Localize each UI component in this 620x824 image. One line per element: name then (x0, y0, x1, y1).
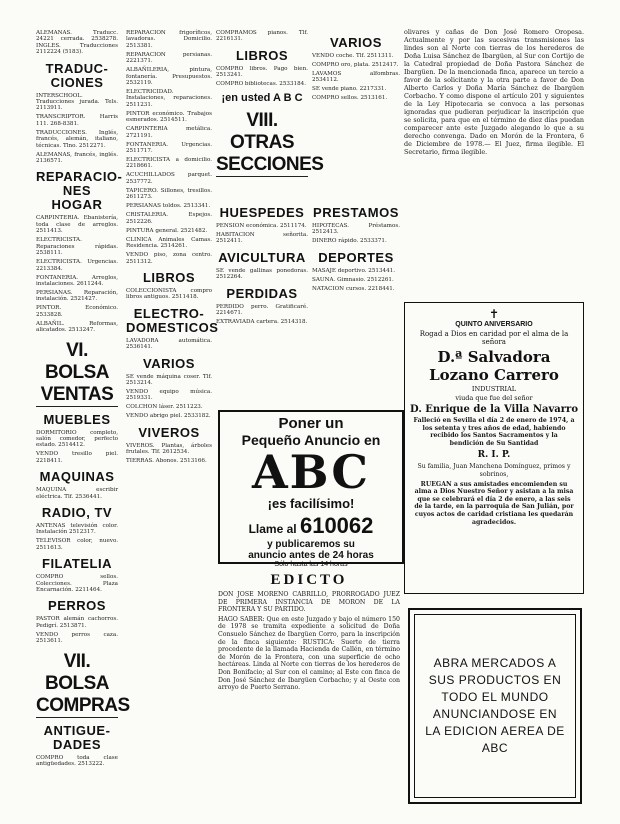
classified-ad: PINTURA general. 2521482. (126, 227, 208, 234)
classified-ad: CARPINTERIA metálica. 2721191. (126, 126, 212, 139)
obituary-request: RUEGAN a sus amistades encomienden su alma a Dios Nuestro Señor y asistan a la misa que se celebrará el día 2 de enero, a las seis de la tarde, en la parroquia de San Julián, por cuyos actos de caridad cristiana les quedarán agradecidos. (414, 480, 574, 526)
varios-section (312, 30, 400, 180)
classified-ad: PERSIANAS. Reparación, instalación. 2521427. (36, 289, 118, 303)
classified-ad: COMPRO sellos. 2513161. (312, 95, 388, 102)
section-heading: PERDIDAS (226, 285, 298, 301)
classified-ad: COMPRO libros. Pago bien. 2513241. (216, 65, 308, 79)
bolsa-heading: VIII. OTRAS SECCIONES (216, 109, 324, 175)
classified-ad: FONTANERIA. Urgencias. 2511717. (126, 141, 212, 155)
classified-ad: FONTANERIA. Arreglos, instalaciones. 2611244. (36, 274, 118, 287)
obituary-widow: viuda que fue del señor (455, 394, 533, 402)
classified-ad: PINTOR. Económico. 2533828. (36, 305, 118, 318)
classified-ad: DORMITORIO completo, salón comedor, perfecto estado. 2514412. (36, 429, 118, 449)
classified-ad: CRISTALERIA. Espejos. 2512226. (126, 212, 212, 225)
classified-ad: COMPRO toda clase antigüedades. 2513222. (36, 754, 118, 768)
classified-ad: TELEVISOR color, nuevo. 2511613. (36, 538, 118, 551)
obituary-note: INDUSTRIAL (471, 385, 517, 393)
classified-ad: TIERRAS. Abonos. 2513166. (126, 458, 207, 465)
obituary-box (404, 302, 584, 594)
classified-ad: TRANSCRIPTOR. Harris 111. 268-8381. (36, 114, 118, 127)
classified-ad: VENDO abrigo piel. 2533182. (126, 413, 211, 420)
classified-ad: ANTENAS televisión color. Instalación 2512317. (36, 522, 118, 536)
classified-ad: ACUCHILLADOS parquet. 2537772. (126, 172, 212, 185)
abc-ad-box (218, 410, 404, 568)
edicto-heading: DON JOSE MORENO CABRILLO, PRORROGADO JUEZ DE PRIMERA INSTANCIA DE MORON DE LA FRONTERA Y SU PARTIDO. (218, 591, 400, 614)
edicto-continuation-text: olivares y cañas de Don José Romero Oropesa. Actualmente y por las sucesivas transmisiones las lindes son al Norte con tierras de los herederos de Doña Luisa Sánchez de Ibargüen, al Sur con Cortijo de la Catedral propiedad de Doña Pastora Sánchez de Ibargüen. De la mencionada finca, aparece un tercio a favor de la solicitante y la otra parte a favor de Don Alberto Carlos y Doña María Sánchez de Ibargüen Corbacho. Y como dispone el artículo 201 y siguientes de la Ley Hipotecaria se convoca a las personas ignoradas que pudieran perjudicar la inscripción que se solicita, para que en el término de diez días puedan comparecer ante este Juzgado alegando lo que a su derecho convenga. Dado en Morón de la Frontera, 6 de Diciembre de 1978.— El Juez, firma ilegible. El Secretario, firma ilegible. (404, 28, 584, 156)
abc-ad-line5: anuncio antes de 24 horas (248, 550, 374, 561)
classified-ad: COLECCIONISTA compro libros antiguos. 2511418. (126, 287, 212, 301)
classified-ad: REPARACION persianas. 2221371. (126, 51, 212, 65)
abc-ad-line6: Sólo hasta las 14 horas (274, 561, 348, 568)
varios-list (312, 53, 400, 102)
section-heading: PERROS (48, 598, 106, 614)
classified-ad: ALEMANAS, francés, inglés. 2136571. (36, 151, 118, 165)
section-heading: RADIO, TV (41, 504, 113, 520)
classified-ad: VENDO coche. Tlf. 2511311. (312, 53, 394, 59)
classified-ad: PERDIDO perro. Gratificaré. 2214671. (216, 303, 308, 317)
classified-ad: HABITACION señorita. 2512411. (216, 232, 308, 245)
section-heading: REPARACIO-NES HOGAR (36, 169, 123, 213)
classified-ad: DINERO rápido. 2533371. (312, 238, 387, 245)
section-heading: PRESTAMOS (313, 205, 399, 220)
section-heading: ELECTRO-DOMESTICOS (126, 305, 219, 335)
abc-ad-line2: Pequeño Anuncio en (241, 432, 381, 448)
classified-ad: LAVADORA automática. 2536141. (126, 337, 212, 351)
edicto-body: HAGO SABER: Que en este Juzgado y bajo el número 150 de 1978 se tramita expediente a solicitud de Doña Consuelo Sánchez de Ibargüen Corro, para la inscripción de la finca siguiente: RUSTICA: Suerte de tierra procedente de la llamada Hacienda de Callén, en término de Morón de la Frontera, con una superficie de ocho hectáreas. Linda al Norte con tierras de los herederos de Don Bonifacio; al Sur con el camino; al Este con finca de Don José Sánchez de Ibargüen Corbacho; y al Oeste con arroyo de Puerto Serrano. (218, 615, 400, 692)
abc-call-label: Llame al (248, 522, 297, 536)
obituary-sub: Rogad a Dios en caridad por el alma de la señora (419, 330, 569, 346)
obituary-died: Falleció en Sevilla el día 2 de enero de 1974, a los setenta y tres años de edad, habiendo recibido los Santos Sacramentos y la bendición de Su Santidad (413, 417, 575, 447)
classified-ad: VENDO perros caza. 2513611. (36, 631, 118, 645)
column-classifieds-1 (36, 30, 130, 820)
promo-inner-frame (414, 614, 576, 798)
classified-ad: REPARACION frigoríficos, lavadoras. Domicilio. 2513381. (126, 30, 212, 49)
column-other-sections-a (216, 200, 308, 390)
section-heading: FILATELIA (42, 556, 112, 572)
abc-phone-row (220, 513, 402, 539)
classified-ad: CLINICA Animales Camas. Residencia. 2514261. (126, 236, 212, 250)
section-heading: VARIOS (143, 355, 195, 371)
classified-ad: PINTOR económico. Trabajos esmerados. 2514511. (126, 110, 212, 124)
section-heading: LIBROS (142, 269, 196, 285)
classified-ad: SE vende máquina coser. Tlf. 2513214. (126, 373, 212, 386)
abc-ad-line4: y publicaremos su (267, 539, 355, 550)
varios-title: VARIOS (330, 35, 382, 50)
classified-ad: ELECTRICISTA. Urgencias. 2213384. (36, 259, 118, 272)
classified-ad: TRADUCCIONES. Inglés, francés, alemán, italiano, técnicas. Tlno. 2512271. (36, 129, 118, 149)
section-heading: DEPORTES (318, 249, 394, 265)
classified-ad: MASAJE deportivo. 2513441. (312, 267, 395, 274)
classified-ad: INTERSCHOOL. Traducciones jurada. Tels. 2113911. (36, 92, 118, 112)
section-heading: TRADUC-CIONES (45, 60, 109, 90)
classified-ad: NATACION cursos. 2218441. (312, 285, 395, 292)
classified-ad: ELECTRICIDAD. Instalaciones, reparaciones. 2511231. (126, 89, 212, 108)
section-heading: ANTIGUE-DADES (43, 722, 111, 752)
classified-ad: ALEMANAS. Traducc. 24221 cerrada. 2538278. INGLES. Traducciones 2112224 (5183). (36, 30, 118, 56)
section-heading: MAQUINAS (39, 469, 115, 485)
obituary-name: D.ª Salvadora Lozano Carrero (429, 348, 559, 384)
obituary-rip: R. I. P. (477, 450, 511, 461)
classified-ad: TAPICERO. Sillones, tresillos. 2611273. (126, 187, 212, 201)
classified-ad: COLCHON láser. 2511223. (126, 404, 203, 411)
classified-ad: LAVAMOS alfombras. 2534112. (312, 71, 400, 84)
classified-ad: COMPRAMOS pianos. Tlf. 2216131. (216, 30, 308, 43)
classified-ad: PERSIANAS toldos. 2513341. (126, 203, 211, 210)
edicto-section (218, 572, 400, 820)
classified-ad: ALBAÑILERIA, pintura, fontanería. Presupuestos. 2532119. (126, 67, 212, 87)
abc-ad-line1: Poner un (278, 415, 344, 432)
abc-ad-line3: ¡es facilísimo! (267, 496, 355, 511)
obituary-husband: D. Enrique de la Villa Navarro (410, 404, 578, 415)
classified-ad: COMPRO oro, plata. 2512417. (312, 62, 399, 68)
section-heading: AVICULTURA (218, 249, 306, 265)
classified-ad: COMPRO bibliotecas. 2533184. (216, 81, 306, 88)
bolsa-heading: VI. BOLSA VENTAS (36, 340, 118, 407)
promo-box (408, 608, 582, 804)
classified-ad: ALBAÑIL. Reformas, alicatados. 2513247. (36, 320, 118, 334)
abc-slogan: ¡en usted A B C (221, 91, 303, 104)
section-heading: VIVEROS (138, 424, 200, 440)
section-heading: MUEBLES (43, 411, 111, 427)
classified-ad: ELECTRICISTA a domicilio. 2218661. (126, 157, 212, 170)
classified-ad: HIPOTECAS. Préstamos. 2512413. (312, 223, 400, 236)
classified-ad: SAUNA. Gimnasio. 2512261. (312, 276, 394, 283)
obituary-family: Su familia, Juan Manchena Domínguez, primos y sobrinos, (417, 463, 571, 478)
classified-ad: CARPINTERIA. Ebanistería, toda clase de arreglos. 2511413. (36, 215, 118, 235)
edicto-continuation (404, 28, 584, 280)
section-heading: LIBROS (235, 47, 289, 63)
classified-ad: SE vende gallinas ponedoras. 2512264. (216, 267, 308, 281)
classified-ad: PENSION económica. 2511174. (216, 223, 307, 229)
classified-ad: VIVEROS. Plantas, árboles frutales. Tlf. 2612534. (126, 442, 212, 456)
cross-icon: ✝ (488, 307, 500, 321)
classified-ad: COMPRO sellos. Colecciones. Plaza Encarnación. 2211464. (36, 574, 118, 593)
column-classifieds-2 (126, 30, 219, 820)
edicto-title: EDICTO (270, 572, 348, 588)
promo-text: ABRA MERCADOS A SUS PRODUCTOS EN TODO EL MUNDO ANUNCIANDOSE EN LA EDICION AEREA DE ABC (425, 656, 565, 755)
abc-phone-number: 610062 (299, 513, 374, 538)
classified-ad: EXTRAVIADA cartera. 2514318. (216, 319, 308, 326)
section-heading: HUESPEDES (219, 205, 305, 220)
classified-ad: VENDO tresillo piel. 2218411. (36, 451, 118, 464)
classified-ad: MAQUINA escribir eléctrica. Tlf. 2536441. (36, 487, 118, 500)
classified-ad: ELECTRICISTA. Reparaciones rápidas. 2538111. (36, 237, 118, 257)
column-other-sections-b (312, 200, 400, 390)
abc-logo: ABC (251, 445, 371, 499)
classified-ad: VENDO equipo música. 2519331. (126, 388, 212, 402)
obituary-heading: QUINTO ANIVERSARIO (455, 321, 533, 328)
classified-ad: PASTOR alemán cachorros. Pedigrí. 2513871. (36, 616, 118, 629)
classified-ad: VENDO piso, zona centro. 2511312. (126, 252, 212, 265)
classified-ad: SE vende piano. 2217331. (312, 86, 387, 93)
bolsa-heading: VII. BOLSA COMPRAS (36, 650, 130, 716)
